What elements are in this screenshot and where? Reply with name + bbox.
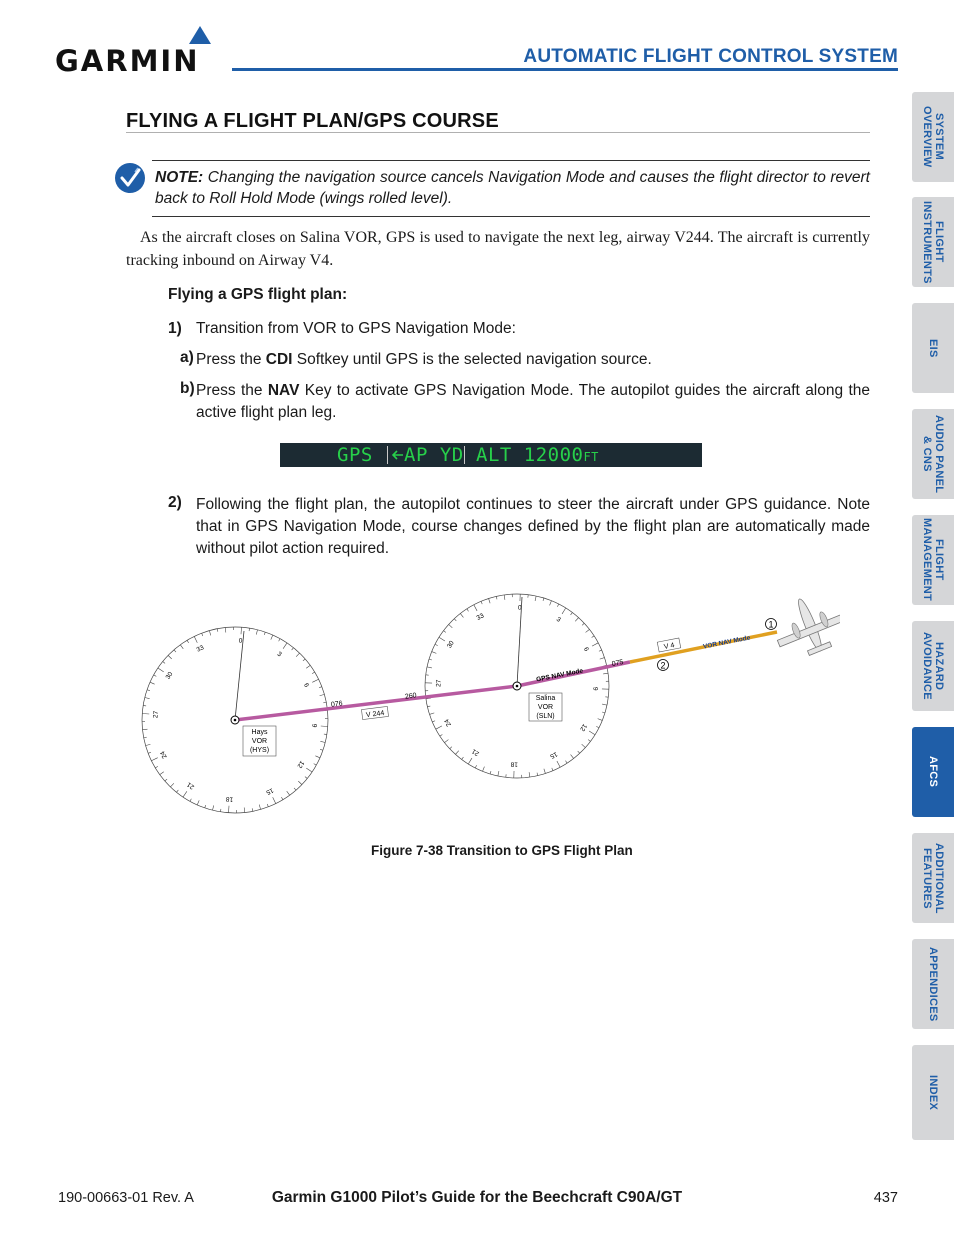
compass-tick xyxy=(147,690,150,691)
compass-label: 27 xyxy=(435,679,443,688)
logo-text: GARMIN xyxy=(55,44,200,78)
step-1b-post: Key to activate GPS Navigation Mode. The autopilot guides the aircraft along the active flight plan leg. xyxy=(196,382,870,421)
compass-tick xyxy=(557,604,558,607)
compass-tick xyxy=(467,609,469,612)
v244-label: V 244 xyxy=(365,709,385,720)
compass-tick xyxy=(225,628,226,633)
step-1a-text xyxy=(196,349,870,371)
step-1a-pre: Press the xyxy=(196,351,266,368)
ap-transfer-arrow-icon xyxy=(392,450,404,460)
compass-tick xyxy=(599,650,602,651)
compass-tick xyxy=(460,614,463,618)
course-075-label: 075 xyxy=(611,658,625,669)
compass-label: 15 xyxy=(264,786,275,796)
compass-label: 18 xyxy=(510,760,519,768)
compass-tick xyxy=(306,665,310,668)
compass-tick xyxy=(160,772,164,775)
compass-tick xyxy=(320,694,325,695)
compass-tick xyxy=(314,764,317,765)
compass-tick xyxy=(283,643,287,649)
gps-nav-mode-label: GPS NAV Mode xyxy=(535,667,584,684)
side-tab-index[interactable] xyxy=(912,1045,954,1140)
compass-tick xyxy=(287,791,290,795)
compass-tick xyxy=(490,771,491,774)
side-tab-label: SYSTEM OVERVIEW xyxy=(921,106,945,168)
step-1b-label: b) xyxy=(180,380,195,397)
compass-tick xyxy=(323,702,326,703)
compass-tick xyxy=(575,618,578,622)
side-tab-label: APPENDICES xyxy=(927,946,939,1022)
compass-label: 18 xyxy=(225,795,234,803)
compass-tick xyxy=(145,698,150,699)
compass-tick xyxy=(194,636,197,642)
note-checkmark-icon xyxy=(114,162,146,194)
compass-tick xyxy=(427,667,432,668)
compass-tick xyxy=(183,791,187,797)
compass-tick xyxy=(292,648,294,650)
compass-tick xyxy=(205,805,206,808)
compass-label: 27 xyxy=(152,710,160,719)
compass-tick xyxy=(180,645,183,649)
side-tab-eis[interactable] xyxy=(912,303,954,393)
compass-tick xyxy=(312,679,318,682)
note-body: Changing the navigation source cancels Navigation Mode and causes the flight director to revert back to Roll Hold Mode (wings rolled level). xyxy=(155,169,870,207)
course-260-label: 260 xyxy=(404,692,418,701)
side-tab-label: EIS xyxy=(927,338,939,358)
callout-1-text: 1 xyxy=(768,619,774,630)
lateral-mode: GPS xyxy=(337,444,373,466)
side-tab-afcs[interactable] xyxy=(912,727,954,817)
salina-label-line2: VOR xyxy=(537,704,554,711)
compass-tick xyxy=(187,640,189,643)
compass-tick xyxy=(589,731,595,735)
side-tab-system-overview[interactable] xyxy=(912,92,954,182)
compass-tick xyxy=(148,752,151,753)
compass-tick xyxy=(256,630,257,635)
compass-tick xyxy=(305,777,307,779)
nav-key-label: NAV xyxy=(267,382,300,399)
step-2-text: Following the flight plan, the autopilot continues to steer the aircraft under GPS guidance. Note that in GPS Navigation Mode, course changes defined by the flight plan are automatically made without pilot action required. xyxy=(196,496,870,557)
compass-tick xyxy=(562,608,566,614)
compass-label: 33 xyxy=(195,644,206,654)
garmin-logo xyxy=(55,26,220,76)
compass-tick xyxy=(600,658,605,660)
compass-tick xyxy=(565,761,567,764)
sub-heading: Flying a GPS flight plan: xyxy=(168,286,348,303)
compass-tick xyxy=(529,772,530,777)
compass-tick xyxy=(174,650,176,652)
compass-label: 24 xyxy=(443,717,453,728)
compass-tick xyxy=(312,672,315,674)
note-text xyxy=(155,167,870,209)
intro-paragraph: As the aircraft closes on Salina VOR, GPS is used to navigate the next leg, airway V244. The aircraft is currently tracking inbound on Airway V4. xyxy=(126,229,870,269)
compass-tick xyxy=(306,768,312,772)
compass-tick xyxy=(504,595,505,600)
compass-tick xyxy=(571,613,573,615)
vertical-mode xyxy=(476,444,599,466)
compass-tick xyxy=(144,737,147,738)
salina-label-line1: Salina xyxy=(535,695,556,702)
compass-tick xyxy=(252,808,253,811)
aircraft-icon xyxy=(766,586,840,665)
side-tab-label: INDEX xyxy=(927,1074,939,1111)
compass-tick xyxy=(213,805,214,810)
compass-label: 6 xyxy=(581,646,590,653)
note-label: NOTE: xyxy=(155,169,204,186)
annunciator-divider xyxy=(464,446,465,464)
compass-tick xyxy=(436,726,442,729)
side-tab-appendices[interactable] xyxy=(912,939,954,1029)
compass-tick xyxy=(603,673,608,674)
compass-tick xyxy=(170,783,173,787)
salina-label-line3: (SLN) xyxy=(536,713,555,720)
altitude-value: ALT 12000 xyxy=(476,444,584,466)
compass-tick xyxy=(439,637,445,641)
step-1-number: 1) xyxy=(168,320,182,337)
compass-label: 12 xyxy=(295,759,306,770)
compass-tick xyxy=(430,713,435,715)
compass-tick xyxy=(454,619,456,621)
compass-label: 21 xyxy=(185,780,196,791)
step-1b-text xyxy=(196,380,870,424)
compass-tick xyxy=(602,704,607,705)
compass-tick xyxy=(474,605,477,611)
compass-tick xyxy=(496,596,497,599)
compass-tick xyxy=(432,721,435,722)
compass-tick xyxy=(489,599,491,604)
compass-tick xyxy=(602,712,605,713)
compass-tick xyxy=(319,687,322,688)
compass-tick xyxy=(445,740,449,743)
side-tab-additional-features[interactable] xyxy=(912,833,954,923)
afcs-status-annunciator xyxy=(280,443,702,467)
compass-tick xyxy=(435,644,438,645)
compass-tick xyxy=(303,659,305,661)
compass-tick xyxy=(176,790,178,792)
compass-tick xyxy=(190,799,191,802)
compass-tick xyxy=(155,766,158,768)
compass-tick xyxy=(197,800,199,805)
compass-label: 12 xyxy=(578,722,589,733)
garmin-logo-triangle-icon xyxy=(189,26,211,44)
compass-tick xyxy=(578,751,580,753)
compass-tick xyxy=(165,779,167,781)
step-1b-pre: Press the xyxy=(196,382,268,399)
side-tab-flight-management[interactable] xyxy=(912,515,954,605)
doc-number: 190-00663-01 Rev. A xyxy=(58,1190,194,1206)
side-tab-label: AUDIO PANEL & CNS xyxy=(921,414,945,494)
compass-tick xyxy=(146,744,151,745)
side-tab-audio-panel-cns[interactable] xyxy=(912,409,954,499)
compass-label: 3 xyxy=(275,650,283,659)
compass-tick xyxy=(429,659,432,660)
compass-label: 9 xyxy=(310,723,318,728)
compass-label: 15 xyxy=(548,750,559,760)
heading-rule xyxy=(126,132,870,133)
compass-tick xyxy=(592,636,595,638)
cdi-key-label: CDI xyxy=(265,351,293,368)
ap-yd-mode: AP YD xyxy=(404,444,464,466)
compass-tick xyxy=(281,797,283,800)
compass-label: 0 xyxy=(238,637,243,645)
hays-vor-symbol xyxy=(231,716,239,724)
hays-label-line2: VOR xyxy=(251,738,268,745)
compass-tick xyxy=(586,629,590,632)
compass-tick xyxy=(264,632,265,635)
compass-tick xyxy=(154,675,157,676)
figure-caption: Figure 7-38 Transition to GPS Flight Plan xyxy=(371,843,633,858)
compass-tick xyxy=(468,758,472,764)
compass-label: 33 xyxy=(475,612,486,622)
side-tab-label: FLIGHT MANAGEMENT xyxy=(921,518,945,602)
callout-2-text: 2 xyxy=(660,660,666,671)
compass-tick xyxy=(535,596,536,601)
section-title: AUTOMATIC FLIGHT CONTROL SYSTEM xyxy=(523,46,898,67)
step-1a-label: a) xyxy=(180,349,194,366)
compass-tick xyxy=(209,631,210,636)
compass-tick xyxy=(158,668,164,672)
compass-label: 30 xyxy=(164,670,175,681)
side-tab-hazard-avoidance[interactable] xyxy=(912,621,954,711)
side-tab-label: ADDITIONAL FEATURES xyxy=(921,842,945,914)
compass-tick xyxy=(475,765,476,768)
compass-label: 0 xyxy=(517,604,522,612)
header-rule xyxy=(232,68,898,71)
side-tab-flight-instruments[interactable] xyxy=(912,197,954,287)
compass-tick xyxy=(557,761,560,767)
compass-tick xyxy=(455,751,458,755)
compass-tick xyxy=(462,757,464,759)
step-2-number: 2) xyxy=(168,494,182,511)
compass-tick xyxy=(550,601,552,606)
compass-tick xyxy=(450,747,452,749)
compass-tick xyxy=(588,740,590,742)
side-tab-label: AFCS xyxy=(927,756,939,788)
compass-tick xyxy=(432,652,437,654)
note-rule-top xyxy=(152,160,870,161)
compass-tick xyxy=(444,631,446,633)
v4-label: V 4 xyxy=(663,642,676,651)
salina-vor-symbol xyxy=(513,682,521,690)
compass-label: 3 xyxy=(554,615,562,624)
footer-title: Garmin G1000 Pilot’s Guide for the Beechcraft C90A/GT xyxy=(271,1189,683,1206)
compass-tick xyxy=(592,643,598,646)
compass-tick xyxy=(168,655,172,658)
compass-tick xyxy=(151,758,157,761)
compass-tick xyxy=(279,639,280,642)
compass-tick xyxy=(294,788,296,790)
compass-label: 24 xyxy=(159,749,169,760)
compass-tick xyxy=(537,773,538,776)
compass-tick xyxy=(320,741,325,742)
compass-tick xyxy=(267,804,268,807)
step-1a-post: Softkey until GPS is the selected navigation source. xyxy=(292,351,652,368)
page-number: 437 xyxy=(873,1190,898,1206)
compass-tick xyxy=(296,653,299,657)
note-rule-bottom xyxy=(152,216,870,217)
transition-to-gps-figure xyxy=(140,585,840,825)
compass-tick xyxy=(481,601,482,604)
side-tab-label: HAZARD AVOIDANCE xyxy=(921,632,945,700)
compass-tick xyxy=(449,624,453,627)
compass-tick xyxy=(552,768,553,771)
compass-label: 21 xyxy=(470,747,481,758)
compass-tick xyxy=(598,719,603,721)
compass-tick xyxy=(271,635,273,640)
hays-label-line3: (HYS) xyxy=(249,747,270,754)
side-tab-label: FLIGHT INSTRUMENTS xyxy=(921,200,945,284)
compass-label: 9 xyxy=(591,686,599,691)
compass-tick xyxy=(498,771,499,776)
annunciator-divider xyxy=(387,446,388,464)
compass-tick xyxy=(315,756,320,758)
compass-tick xyxy=(582,744,586,747)
course-076-label: 076 xyxy=(330,700,344,709)
compass-tick xyxy=(163,661,165,663)
compass-tick xyxy=(320,749,323,750)
compass-tick xyxy=(483,767,485,772)
compass-tick xyxy=(543,598,544,601)
compass-tick xyxy=(150,682,155,684)
step-1-text: Transition from VOR to GPS Navigation Mode: xyxy=(196,320,516,337)
compass-tick xyxy=(244,808,245,813)
page-heading: FLYING A FLIGHT PLAN/GPS COURSE xyxy=(126,110,499,132)
compass-tick xyxy=(298,781,302,784)
compass-tick xyxy=(259,805,260,810)
compass-tick xyxy=(582,623,584,625)
compass-tick xyxy=(544,769,546,774)
vor-nav-mode-label: VOR NAV Mode xyxy=(702,634,751,651)
altitude-unit: FT xyxy=(583,450,599,464)
compass-tick xyxy=(596,726,599,727)
compass-tick xyxy=(440,734,443,736)
compass-label: 30 xyxy=(445,639,456,650)
compass-label: 6 xyxy=(302,682,310,689)
compass-tick xyxy=(427,706,430,707)
compass-tick xyxy=(571,755,574,759)
compass-tick xyxy=(202,633,203,636)
compass-tick xyxy=(217,629,218,632)
compass-tick xyxy=(273,797,276,803)
compass-tick xyxy=(143,729,148,730)
hays-label-line1: Hays xyxy=(251,729,268,736)
